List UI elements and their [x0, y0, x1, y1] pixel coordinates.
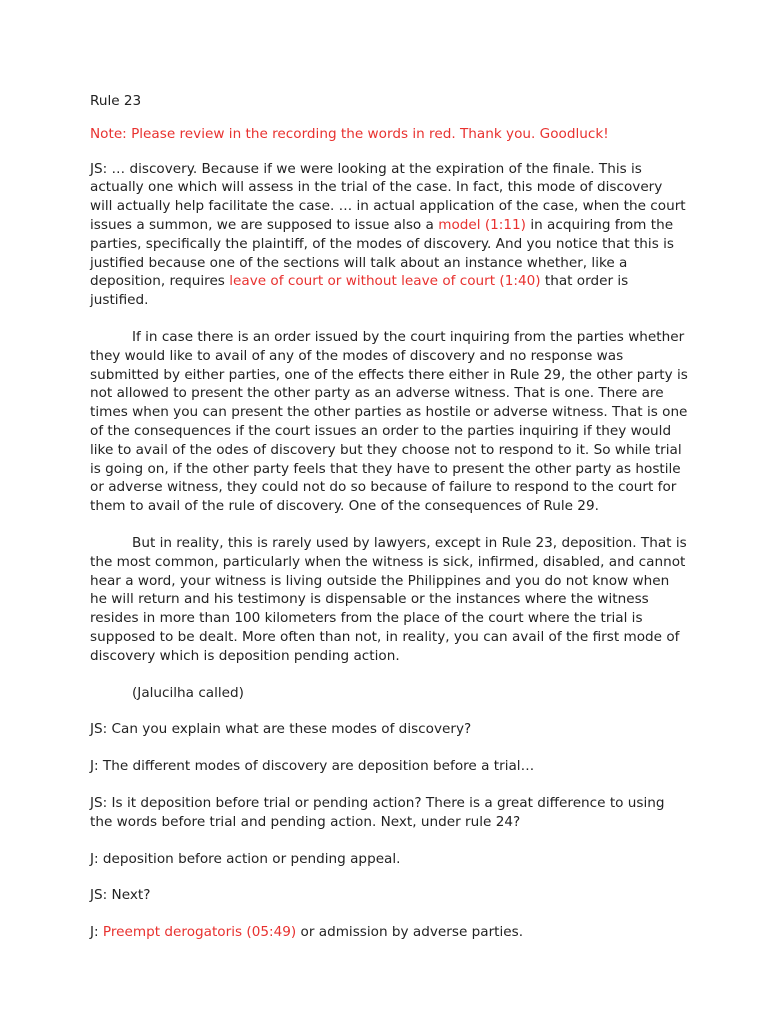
paragraph-1-red-2: leave of court or without leave of court (1:40) — [229, 273, 541, 290]
paragraph-3: But in reality, this is rarely used by lawyers, except in Rule 23, deposition. That is the most common, particularly when the witness is sick, infirmed, disabled, and cannot hear a word, your witness is living outside the Philippines and you do not know when he will return and his testimony is dispensable or the instances where the witness resides in more than 100 kilometers from the place of the court where the trial is supposed to be dealt. More often than not, in reality, you can avail of the first mode of discovery which is deposition pending action. — [90, 534, 687, 664]
paragraph-10-text-a: J: — [90, 924, 103, 941]
paragraph-4: (Jalucilha called) — [132, 684, 244, 701]
paragraph-8: J: deposition before action or pending appeal. — [90, 850, 401, 867]
paragraph-1 — [90, 160, 688, 310]
review-note: Note: Please review in the recording the words in red. Thank you. Goodluck! — [90, 125, 609, 142]
document-title: Rule 23 — [90, 93, 142, 109]
paragraph-10-red: Preempt derogatoris (05:49) — [102, 924, 297, 941]
paragraph-7: JS: Is it deposition before trial or pending action? There is a great difference to using the words before trial and pending action. Next, under rule 24? — [90, 794, 665, 830]
paragraph-2: If in case there is an order issued by the court inquiring from the parties whether they would like to avail of any of the modes of discovery and no response was submitted by either parties, one of the effects there either in Rule 29, the other party is not allowed to present the other party as an adverse witness. That is one. There are times when you can present the other parties as hostile or adverse witness. That is one of the consequences if the court issues an order to the parties inquiring if they would like to avail of the odes of discovery but they choose not to respond to it. So while trial is going on, if the other party feels that they have to present the other party as hostile or adverse witness, they could not do so because of failure to respond to the court for them to avail of the rule of discovery. One of the consequences of Rule 29. — [90, 328, 688, 515]
paragraph-1-text-b: in acquiring from the parties, specifically the plaintiff, of the modes of discovery. And you notice that this is justified because one of the sections will talk about an instance whether, like a deposition, requires — [90, 216, 674, 290]
paragraph-5: JS: Can you explain what are these modes of discovery? — [90, 721, 472, 738]
paragraph-1-text-c: that order is justified. — [90, 273, 629, 309]
paragraph-10-text-b: or admission by adverse parties. — [296, 924, 524, 941]
paragraph-1-red-1: model (1:11) — [438, 216, 526, 233]
paragraph-10 — [90, 923, 688, 942]
paragraph-6: J: The different modes of discovery are deposition before a trial… — [90, 758, 535, 775]
paragraph-1-text-a: JS: … discovery. Because if we were looking at the expiration of the finale. This is actually one which will assess in the trial of the case. In fact, this mode of discovery will actually help facilitate the case. … in actual application of the case, when the court issues a summon, we are supposed to issue also a — [90, 160, 686, 233]
paragraph-9: JS: Next? — [90, 887, 151, 904]
